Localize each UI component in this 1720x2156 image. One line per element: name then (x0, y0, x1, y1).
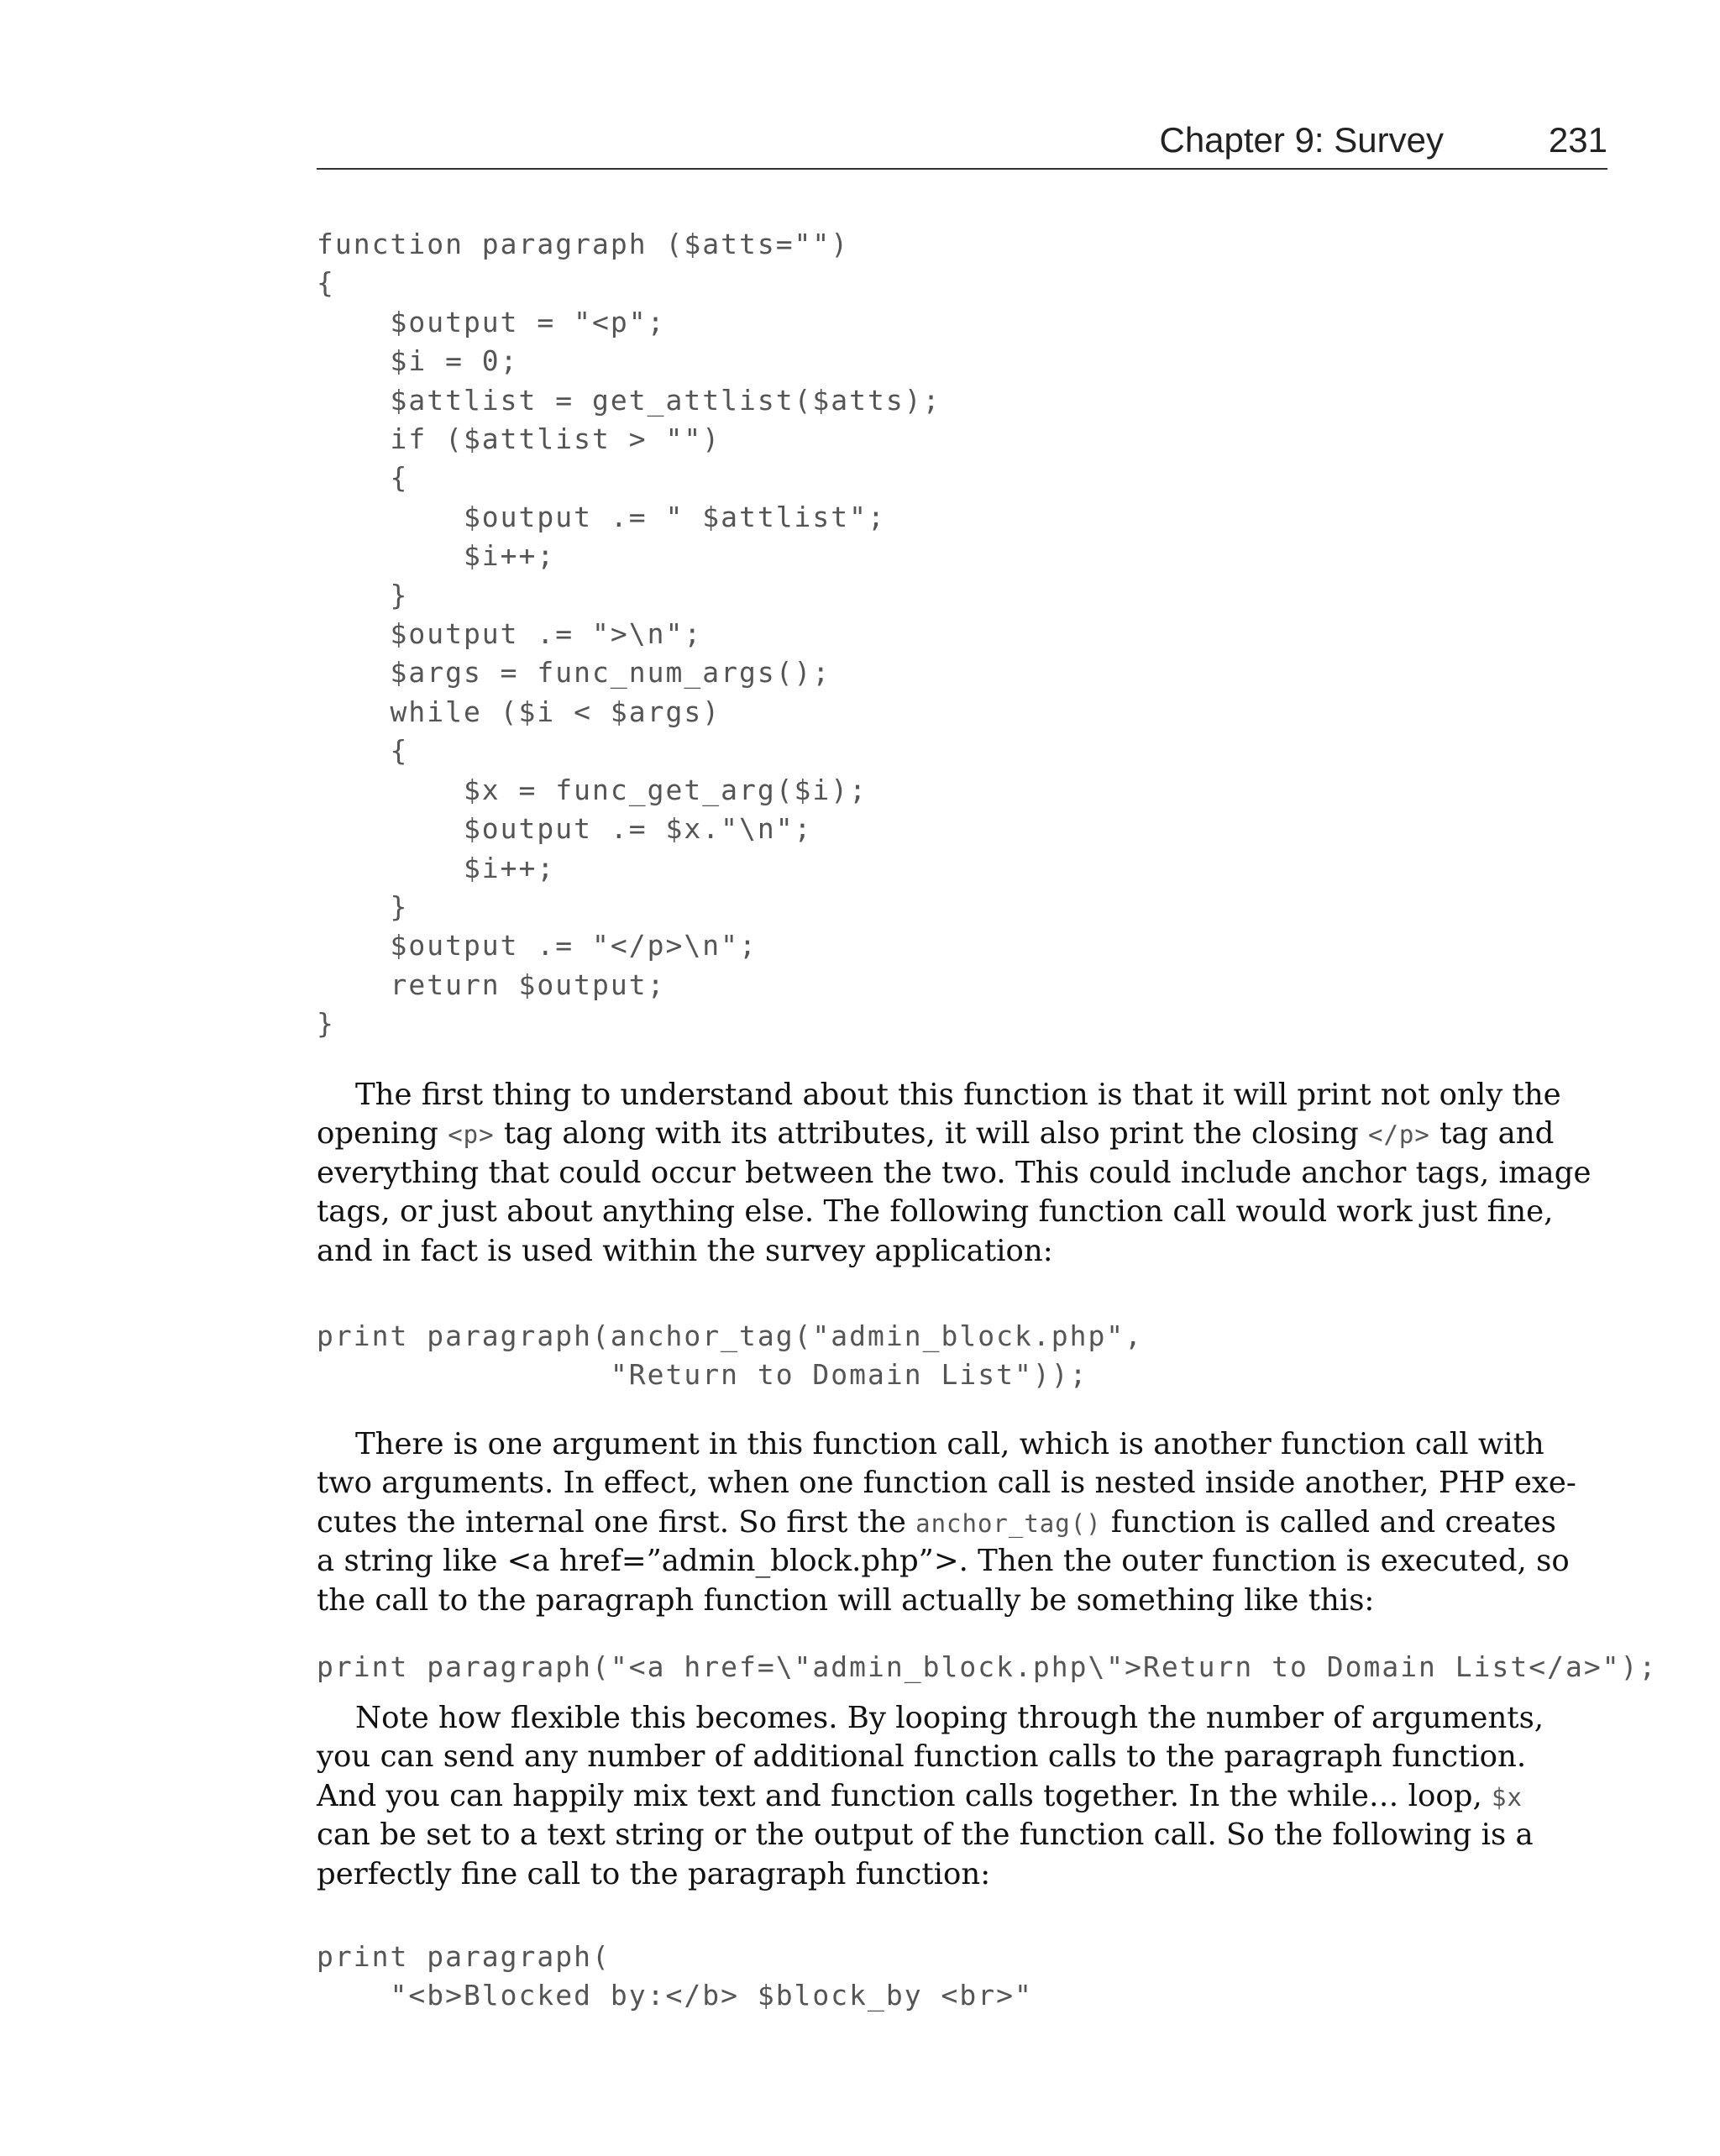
paragraph-function-explanation (317, 1076, 1592, 1271)
code-block-expanded-call: print paragraph("<a href=\"admin_block.php\">Return to Domain List</a>"); (317, 1650, 1658, 1683)
text-line: The first thing to understand about this function is that it will print not only the (355, 1078, 1561, 1112)
inline-code: <p> (448, 1120, 495, 1150)
text-line (317, 1115, 1555, 1153)
text-span: tag along with its attributes, it will also print the closing (494, 1116, 1368, 1151)
text-line (317, 1503, 1556, 1542)
text-span: tag and (1429, 1116, 1555, 1151)
text-line: Note how flexible this becomes. By looping through the number of arguments, (355, 1701, 1544, 1735)
chapter-title: Chapter 9: Survey (1159, 120, 1444, 160)
text-line: you can send any number of additional function calls to the paragraph function. (317, 1739, 1527, 1775)
text-line: perfectly fine call to the paragraph function: (317, 1856, 991, 1891)
text-line: can be set to a text string or the output of the function call. So the following is a (317, 1818, 1534, 1853)
code-block-paragraph-function: function paragraph ($atts="") { $output = "<p"; $i = 0; $attlist = get_attlist($atts); if ($attlist > "") { $output .= " $attlist"; $i++; } $output .= ">\n"; $args = func_num_args(); while ($i < $args) { $x = func_get_arg($i); $output .= $x."\n"; $i++; } $output .= "</p>\n"; return $output; } (317, 228, 941, 1041)
text-line: the call to the paragraph function will actually be something like this: (317, 1582, 1375, 1618)
text-span: cutes the internal one first. So first the (317, 1504, 916, 1540)
text-line: everything that could occur between the two. This could include anchor tags, image (317, 1155, 1592, 1190)
text-span: function is called and creates (1101, 1504, 1556, 1540)
text-line (317, 1777, 1523, 1816)
text-line: tags, or just about anything else. The following function call would work just fine, (317, 1194, 1554, 1230)
code-block-anchor-call: print paragraph(anchor_tag("admin_block.php", "Return to Domain List")); (317, 1319, 1144, 1392)
text-line: and in fact is used within the survey application: (317, 1233, 1053, 1268)
running-header (317, 118, 1607, 170)
inline-code: </p> (1368, 1120, 1430, 1150)
text-line: two arguments. In effect, when one function call is nested inside another, PHP exe- (317, 1466, 1576, 1501)
text-line: a string like <a href=”admin_block.php”>. Then the outer function is executed, so (317, 1544, 1570, 1579)
paragraph-nested-call-explanation (317, 1425, 1576, 1620)
page-number: 231 (1548, 120, 1607, 160)
text-span: opening (317, 1116, 448, 1151)
inline-code: anchor_tag() (915, 1508, 1102, 1538)
paragraph-flexibility-explanation (317, 1699, 1544, 1894)
inline-code: $x (1492, 1782, 1523, 1812)
text-line: There is one argument in this function call, which is another function call with (355, 1427, 1544, 1461)
code-block-blocked-by-call: print paragraph( "<b>Blocked by:</b> $block_by <br>" (317, 1940, 1033, 2012)
text-span: And you can happily mix text and function calls together. In the while… loop, (317, 1778, 1492, 1813)
